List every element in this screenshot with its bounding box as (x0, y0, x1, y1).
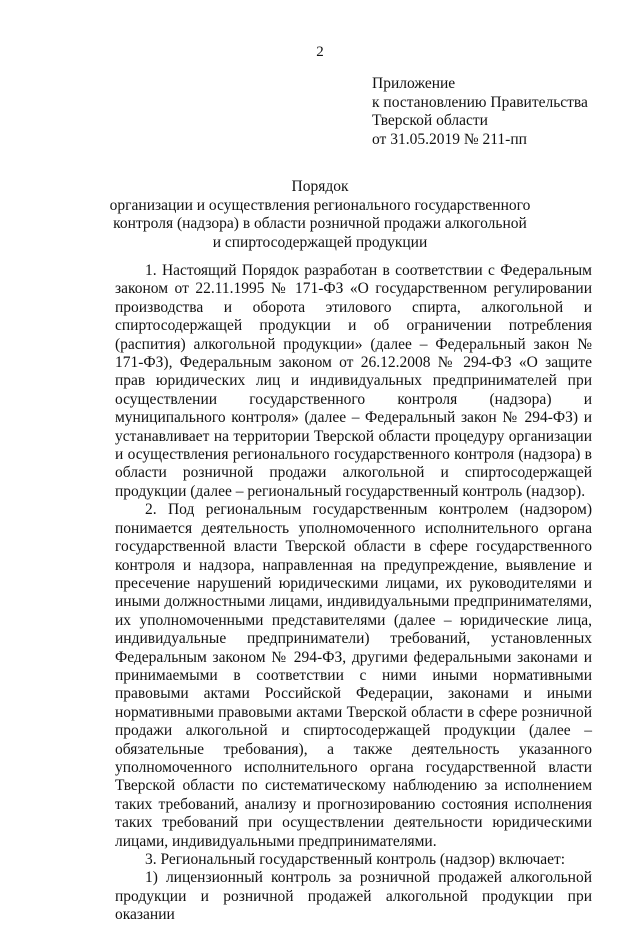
title-heading: Порядок (291, 178, 349, 195)
appendix-line: Приложение (372, 75, 456, 92)
page-number: 2 (316, 44, 324, 60)
title-line: контроля (надзора) в области розничной продажи алкогольной (113, 215, 527, 232)
paragraph-3: 3. Региональный государственный контроль (надзор) включает: (145, 851, 566, 868)
paragraph-2: 2. Под региональным государственным контролем (надзором) понимается деятельность уполномоченного исполнительного органа государственной власти Тверской области в сфере государственного контроля и надзора, направленная на предупреждение, выявление и пресечение нарушений юридическими лицами, их руководителями и иными должностными лицами, индивидуальными предпринимателями, их уполномоченными представителями (далее – юридические лица, индивидуальные предприниматели) требований, установленных Федеральным законом № 294-ФЗ, другими федеральными законами и принимаемыми в соответствии с ними иными нормативными правовыми актами Российской Федерации, законами и иными нормативными правовыми актами Тверской области в сфере розничной продажи алкогольной и спиртосодержащей продукции (далее – обязательные требования), а также деятельность указанного уполномоченного исполнительного органа государственной власти Тверской области по систематическому наблюдению за исполнением таких требований, анализу и прогнозированию состояния исполнения таких требований при осуществлении деятельности юридическими лицами, индивидуальными предпринимателями. (115, 501, 592, 850)
appendix-line: от 31.05.2019 № 211-пп (372, 130, 527, 148)
appendix-line: Тверской области (372, 112, 488, 129)
title-line: и спиртосодержащей продукции (212, 233, 428, 251)
title-line: организации и осуществления регионального государственного (109, 196, 531, 214)
appendix-header (372, 75, 588, 149)
document-body (115, 262, 592, 925)
document-title (100, 178, 540, 252)
paragraph-3-item-1: 1) лицензионный контроль за розничной продажей алкогольной продукции и розничной продажей алкогольной продукции при оказании (115, 869, 592, 924)
appendix-line: к постановлению Правительства (372, 93, 588, 111)
paragraph-1: 1. Настоящий Порядок разработан в соответствии с Федеральным законом от 22.11.1995 № 171-ФЗ «О государственном регулировании производства и оборота этилового спирта, алкогольной и спиртосодержащей продукции и об ограничении потребления (распития) алкогольной продукции» (далее – Федеральный закон № 171-ФЗ), Федеральным законом от 26.12.2008 № 294-ФЗ «О защите прав юридических лиц и индивидуальных предпринимателей при осуществлении государственного контроля (надзора) и муниципального контроля» (далее – Федеральный закон № 294-ФЗ) и устанавливает на территории Тверской области процедуру организации и осуществления регионального государственного контроля (надзора) в области розничной продажи алкогольной и спиртосодержащей продукции (далее – региональный государственный контроль (надзор). (115, 262, 592, 500)
